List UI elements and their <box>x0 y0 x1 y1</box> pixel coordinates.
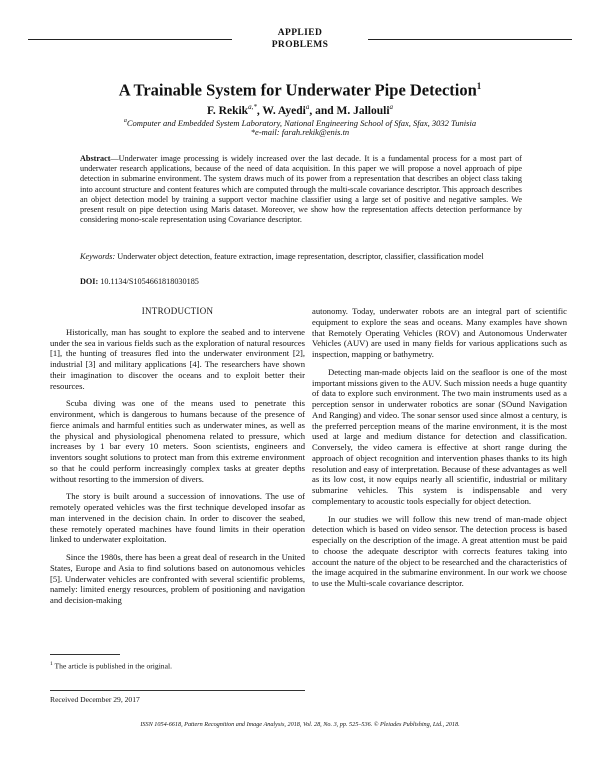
footnote <box>50 660 305 671</box>
paragraph: In our studies we will follow this new trend of man-made object detection which is based on video sensor. The detection process is based especially on the description of the image. A great attention must be paid to choose the adequate descriptor with corrects features taking into account the nature of the object to be researched and the characteristics of the image acquired in the submarine environment. In our work we choose to use the Multi-scale covariance descriptor. <box>312 513 567 588</box>
doi <box>80 277 522 287</box>
author-3: , and M. Jallouli <box>309 104 390 117</box>
section-title-introduction: INTRODUCTION <box>141 306 214 316</box>
abstract-text: —Underwater image processing is widely increased over the last decade. It is a fundamental process for a most part of underwater research applications, because of the need of data acquisition. In this paper we will propose a novel approach of pipe detection in submarine environment. The system draws much of its power from a representation that describes an object class taking into account structure and content features which are computed through the multi-scale covariance descriptor. This approach describes an object detection model by training a support vector machine classifier using a large set of positive and negative samples. We present result on pipe detection using Maris dataset. Moreover, we show how the representation affects detection performance by considering mono-scale representation using Covariance descriptor. <box>80 154 522 225</box>
body-column-right <box>312 306 567 596</box>
section-label-line1: APPLIED <box>277 28 323 38</box>
footnote-text: The article is published in the original. <box>52 661 172 671</box>
page-footer-citation: ISSN 1054-6618, Pattern Recognition and Image Analysis, 2018, Vol. 28, No. 3, pp. 525–536. © Pleiades Publishing, Ltd., 2018. <box>140 721 460 728</box>
doi-label: DOI: <box>80 277 99 286</box>
doi-value: 10.1134/S1054661818030185 <box>98 277 199 286</box>
author-1-corresponding: * <box>253 103 257 111</box>
paragraph: Since the 1980s, there has been a great deal of research in the United States, Europe and Asia to find solutions based on autonomous vehicles [5]. Underwater vehicles are confronted with several scientific problems, namely: limited energy resources, problem of positioning and navigation and decision-making <box>50 552 305 605</box>
paragraph: Scuba diving was one of the means used to penetrate this environment, which is dangerous to humans because of the presence of fierce animals and harmful entities such as underwater mines, as well as the physical and physiological phenomena related to pressure, which increases by 1 bar every 10 meters. Soon scientists, engineers and inventors sought solutions to protect man from this extreme environment so that he could perform increasingly complex tasks at greater depths without resorting to the immersion of divers. <box>50 398 305 484</box>
received-divider <box>50 690 305 691</box>
keywords-text: Underwater object detection, feature extraction, image representation, descriptor, classifier, classification model <box>115 252 484 261</box>
contact-email: *e-mail: farah.rekik@enis.tn <box>250 127 350 137</box>
abstract-label: Abstract <box>80 154 111 163</box>
author-3-affil: a <box>389 103 394 111</box>
received-date: Received December 29, 2017 <box>50 695 140 704</box>
affiliation-mark: a <box>123 118 127 124</box>
footnote-mark: 1 <box>50 661 53 667</box>
journal-section-header <box>28 18 572 52</box>
author-2-affil: a <box>305 103 310 111</box>
body-column-left <box>50 306 305 613</box>
title-text: A Trainable System for Underwater Pipe Detection <box>118 80 477 100</box>
paragraph: Detecting man-made objects laid on the seafloor is one of the most important missions given to the AUV. Such mission needs a huge quantity of data to explore such environment. The two main instruments used as a perception sensor in underwater robotics are sonar (SOund Navigation And Ranging) and video. The sonar sensor used since almost a century, is the preferred perception means of the marine environment, it is the most used at large and medium distance for detection and classification. Conversely, the video camera is effective at short range during the approach of object recognition and intervention phases thanks to its high resolution and easy of interpretation. Because of these advantages as well as its low cost, it now equips nearly all scientific, industrial or military submarine vehicles. This system is indispensable and very complementary to acoustic tools especially for object detection. <box>312 366 567 506</box>
keywords <box>80 252 522 262</box>
author-1-affil: a, <box>248 103 254 111</box>
paragraph: The story is built around a succession of innovations. The use of remotely operated vehicles was the first technique developed insofar as man intervened in the decision chain. In order to discover the seabed, these remotely operated machines have found limits in their operation linked to underwater exploitation. <box>50 491 305 545</box>
title-footnote-mark: 1 <box>476 81 482 91</box>
affiliation-text: Computer and Embedded System Laboratory, National Engineering School of Sfax, Sfax, 3032 Tunisia <box>126 117 477 128</box>
paragraph: autonomy. Today, underwater robots are an integral part of scientific equipment to explore the seas and oceans. Many examples have shown that Remotely Operating Vehicles (ROV) and Autonomous Underwater Vehicles (AUV) are used in many fields for various applications such as inspection, mapping or bathymetry. <box>312 306 567 359</box>
article-title <box>40 76 560 101</box>
abstract <box>80 154 522 225</box>
author-2: , W. Ayedi <box>256 104 306 117</box>
paragraph: Historically, man has sought to explore the seabed and to intervene under the sea in various fields such as the exploration of natural resources [1], the hunting of treasures fled into the underwater environment [2], industrial [3] and military applications [4]. The researchers have shown their imagination to discover the oceans and to exploit better their resources. <box>50 326 305 391</box>
footnote-divider <box>50 654 120 655</box>
section-label-line2: PROBLEMS <box>271 40 329 50</box>
keywords-label: Keywords: <box>80 252 116 261</box>
author-1: F. Rekik <box>206 104 249 117</box>
